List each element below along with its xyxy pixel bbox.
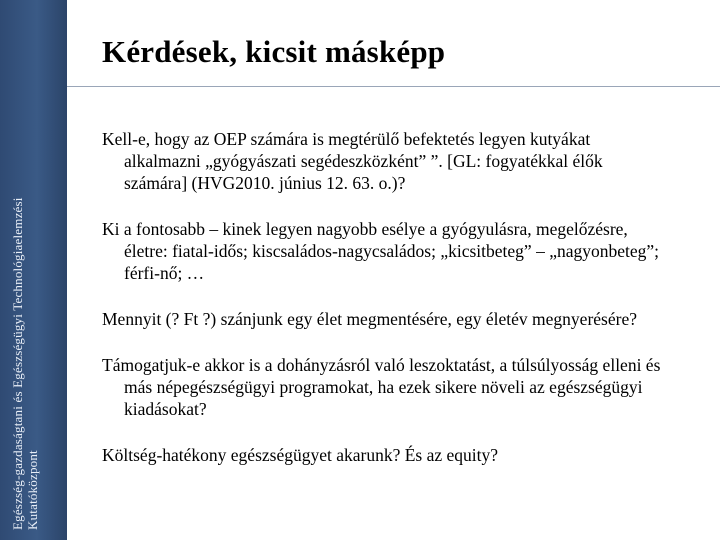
bullet-item: Kell-e, hogy az OEP számára is megtérülő befektetés legyen kutyákat alkalmazni „gyógyászati segédeszközként” ”. [GL: fogyatékkal élők számára] (HVG2010. június 12. 63. o.)?	[102, 129, 603, 193]
bullet-item: Ki a fontosabb – kinek legyen nagyobb esélye a gyógyulásra, megelőzésre, életre: fiatal-idős; kiscsaládos-nagycsaládos; „kicsitbeteg” – „nagyonbeteg”; férfi-nő; …	[102, 219, 660, 283]
sidebar-line-2: Kutatóközpont	[25, 450, 40, 530]
bullet-item: Támogatjuk-e akkor is a dohányzásról való leszoktatást, a túlsúlyosság elleni és más népegészségügyi programokat, ha ezek sikere növeli az egészségügyi kiadásokat?	[102, 355, 661, 419]
title-divider	[67, 86, 720, 87]
bullet-item: Költség-hatékony egészségügyet akarunk? És az equity?	[102, 445, 499, 465]
sidebar-band	[0, 0, 67, 540]
sidebar-line-1: Egészség-gazdaságtani és Egészségügyi Technológiaelemzési	[10, 197, 25, 530]
slide-title: Kérdések, kicsit másképp	[102, 34, 446, 69]
bullet-list	[102, 128, 662, 466]
bullet-item: Mennyit (? Ft ?) szánjunk egy élet megmentésére, egy életév megnyerésére?	[102, 309, 637, 329]
sidebar-institution-label	[10, 110, 40, 530]
